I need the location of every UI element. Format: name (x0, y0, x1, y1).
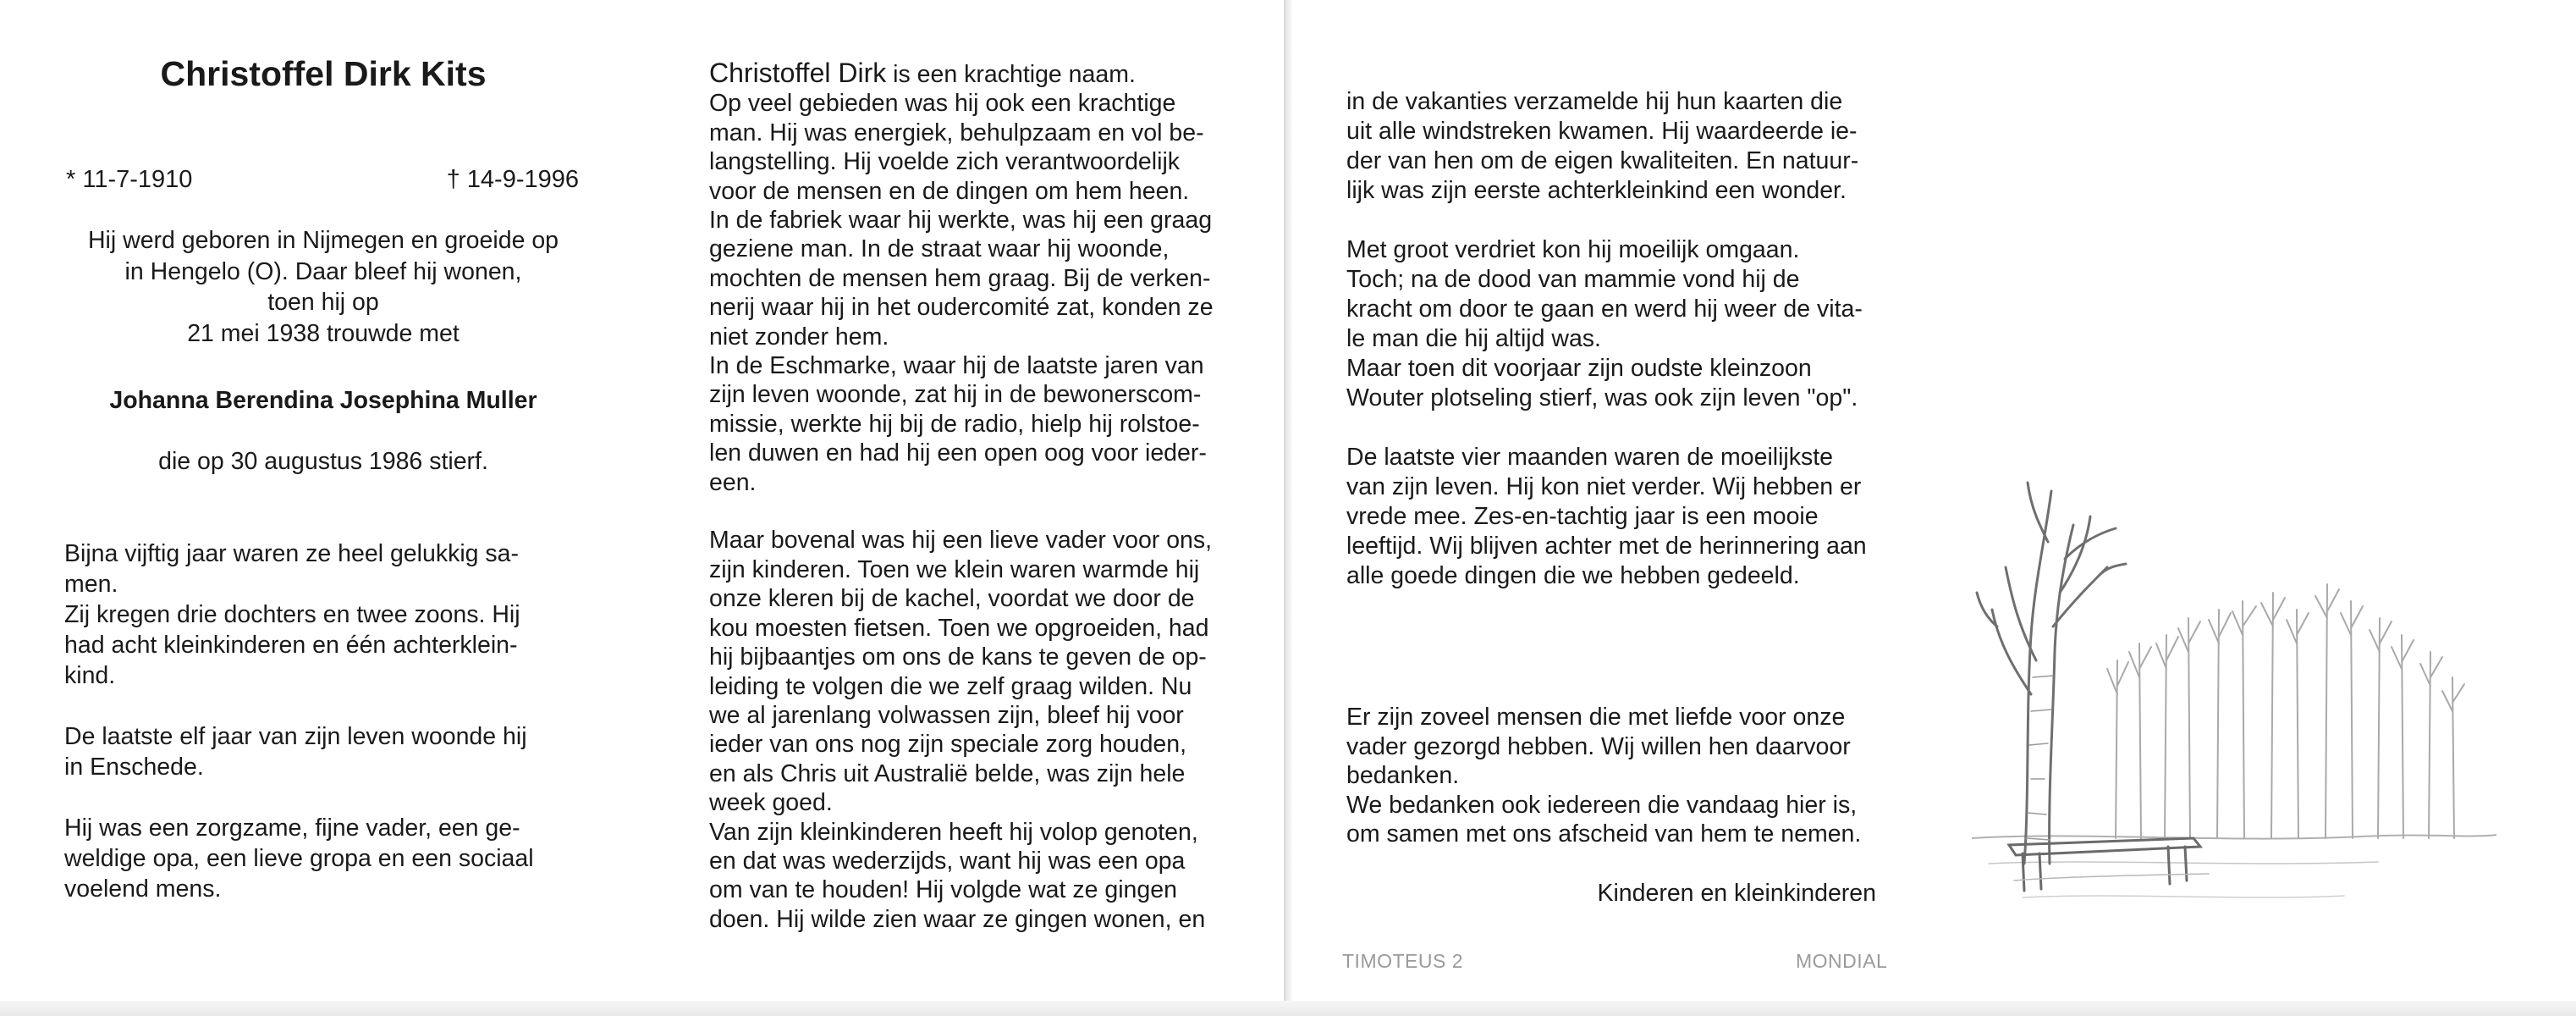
thanks-paragraph: Er zijn zoveel mensen die met liefde voor onze vader gezorgd hebben. Wij willen hen daarvoor bedanken. We bedanken ook iedereen die vandaag hier is, om samen met ons afscheid van hem te nemen. (1346, 704, 1862, 848)
column-two (709, 58, 1222, 934)
paragraph: Op veel gebieden was hij ook een krachtige man. Hij was energiek, behulpzaam en vol be- langstelling. Hij voelde zich verantwoordelijk voor de mensen en de dingen om hem heen. In de fabriek waar hij werkte, was hij een graag geziene man. In de straat waar hij woonde, mochten de mensen hem graag. Bij de verken- nerij waar hij in het oudercomité zat, konden ze niet zonder hem. In de Eschmarke, waar hij de laatste jaren van zijn leven woonde, zat hij in de bewonerscom- missie, werkte hij bij de radio, hielp hij rolstoe- len duwen en had hij een open oog voor ieder- een. (709, 90, 1214, 496)
birth-date: * 11-7-1910 (66, 166, 193, 193)
spouse-died-line: die op 30 augustus 1986 stierf. (158, 448, 488, 475)
lead-rest: is een krachtige naam. (886, 61, 1136, 88)
card-left-panel (0, 0, 1284, 1016)
column-three (1346, 87, 1876, 591)
column-two-lead (709, 58, 1222, 89)
paragraph: in de vakanties verzamelde hij hun kaarten die uit alle windstreken kwamen. Hij waardeerde ie- der van hen om de eigen kwaliteiten. En natuur- lijk was zijn eerste achterkleinkind een wonder. (1346, 88, 1859, 204)
paragraph: Bijna vijftig jaar waren ze heel gelukkig sa- men. Zij kregen drie dochters en twee zoons. Hij had acht kleinkinderen en één achterklein- kind. (64, 540, 520, 689)
paragraph: Met groot verdriet kon hij moeilijk omgaan. Toch; na de dood van mammie vond hij de kracht om door te gaan en werd hij weer de vita- le man die hij altijd was. Maar toen dit voorjaar zijn oudste kleinzoon Wouter plotseling stierf, was ook zijn leven "op". (1346, 236, 1863, 411)
paragraph: Maar bovenal was hij een lieve vader voor ons, zijn kinderen. Toen we klein waren warmde hij onze kleren bij de kachel, voordat we door de kou moesten fietsen. Toen we opgroeiden, had hij bijbaantjes om ons de kans te geven de op- leiding te volgen die we zelf graag wilden. Nu we al jarenlang volwassen zijn, bleef hij voor ieder van ons nog zijn speciale zorg houden, en als Chris uit Australië belde, was zijn hele week goed. Van zijn kleinkinderen heeft hij volop genoten, en dat was wederzijds, want hij was een opa om van te houden! Hij volgde wat ze gingen doen. Hij wilde zien waar ze gingen wonen, en (709, 527, 1213, 933)
page-bottom-edge (0, 1001, 2576, 1016)
death-date: † 14-9-1996 (446, 166, 579, 193)
deceased-name: Christoffel Dirk Kits (160, 54, 487, 93)
paragraph: De laatste elf jaar van zijn leven woonde hij in Enschede. (64, 723, 527, 781)
paragraph: De laatste vier maanden waren de moeilijkste van zijn leven. Hij kon niet verder. Wij hebben er vrede mee. Zes-en-tachtig jaar is een mooie leeftijd. Wij blijven achter met de herinnering aan alle goede dingen die we hebben gedeeld. (1346, 444, 1867, 589)
column-one-body (64, 538, 582, 904)
publisher-code: TIMOTEUS 2 (1342, 950, 1464, 972)
publisher-name: MONDIAL (1796, 950, 1888, 972)
signature-line: Kinderen en kleinkinderen (1597, 880, 1876, 907)
tree-bench-sketch-icon (1972, 440, 2496, 948)
paragraph: Hij was een zorgzame, fijne vader, een ge- weldige opa, een lieve gropa en een sociaal voelend mens. (64, 814, 534, 903)
birth-paragraph: Hij werd geboren in Nijmegen en groeide op in Hengelo (O). Daar bleef hij wonen, toen hij op 21 mei 1938 trouwde met (87, 227, 559, 347)
spouse-name: Johanna Berendina Josephina Muller (109, 387, 537, 414)
card-fold (1284, 0, 1292, 1016)
lead-name: Christoffel Dirk (709, 58, 887, 88)
